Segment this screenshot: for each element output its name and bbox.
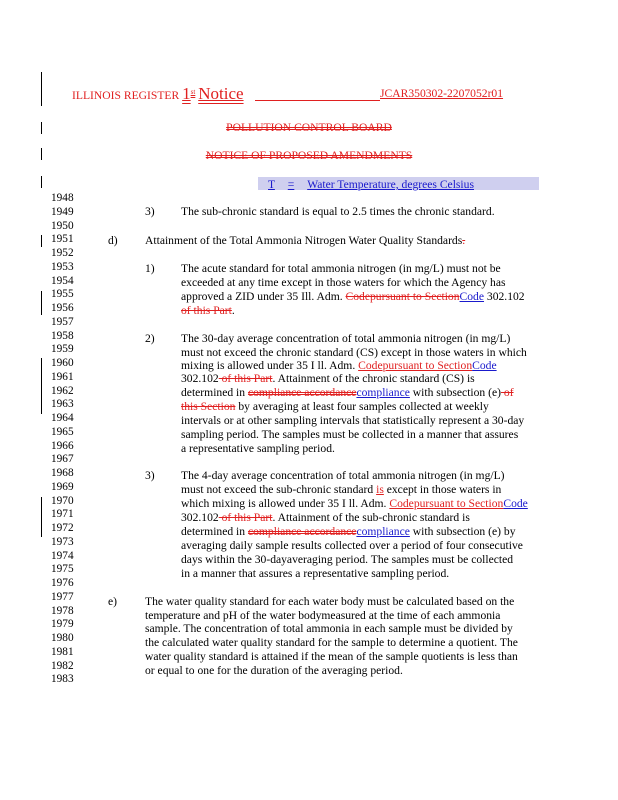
body-line [181,372,475,385]
change-bar [41,235,42,247]
line-number: 1966 [51,439,74,452]
body-line [181,386,514,399]
notice-type: NOTICE OF PROPOSED AMENDMENTS [205,149,413,162]
line-number: 1980 [51,632,74,644]
body-line: The 30-day average concentration of total ammonia nitrogen (in mg/L) [181,332,511,345]
line-number: 1956 [51,302,74,314]
body-line [181,290,525,303]
body-line: The sub-chronic standard is equal to 2.5 times the chronic standard. [181,205,495,218]
line-number: 1964 [51,412,74,424]
line-number: 1951 [51,233,74,246]
temperature-definition [268,178,474,191]
body-line: temperature and pH of the water bodymeasured at the time of each ammonia [145,609,501,622]
text-segment: with subsection (e) [409,386,501,399]
body-line [145,234,465,247]
deleted-text: compliance accordance [247,525,357,538]
body-line: in a manner that assures a representative sampling period. [181,567,450,580]
line-number: 1969 [51,480,74,493]
line-number: 1958 [51,329,74,342]
inserted-text: compliance [356,525,410,538]
line-number: 1959 [51,343,74,356]
water-temperature-label: Water Temperature, degrees Celsius [307,178,474,191]
line-number: 1950 [51,219,74,232]
text-segment: . Attainment of the sub-chronic standard is [272,511,470,524]
line-number: 1962 [51,384,74,397]
text-segment: 302.102 [181,511,219,524]
item-number: 1) [145,262,155,275]
body-line [181,359,497,372]
body-line: The 4-day average concentration of total ammonia nitrogen (in mg/L) [181,469,505,482]
header-rule [255,100,380,101]
body-line [181,400,489,413]
line-number: 1963 [51,398,74,411]
register-header [72,84,244,104]
line-number: 1983 [51,673,74,686]
deleted-text: . [462,234,466,247]
body-line: exceeded at any time except in those waters for which the Agency has [181,276,506,289]
text-segment: except in those waters in [383,483,502,496]
line-number: 1953 [51,260,74,273]
inserted-text: Code [459,290,485,303]
inserted-text: is [376,483,384,496]
line-number: 1952 [51,247,74,259]
deleted-text: of this Part [218,372,273,385]
line-number: 1977 [51,590,74,603]
item-number: 2) [145,332,155,345]
text-segment: which mixing is allowed under 35 I ll. Adm. [181,497,390,510]
text-segment: . [231,304,235,317]
line-number: 1971 [51,508,74,521]
body-line [181,483,501,496]
body-line: The acute standard for total ammonia nitrogen (in mg/L) must not be [181,262,501,275]
line-number: 1979 [51,618,74,631]
body-line: averaging daily sample results collected over a period of four consecutive [181,539,523,552]
line-number: 1981 [51,645,74,658]
text-segment: approved a ZID under 35 Ill. Adm. [181,290,346,303]
d-text: Attainment of the Total Ammonia Nitrogen Water Quality Standards [145,234,463,247]
text-segment: by averaging at least four samples collected at weekly [235,400,489,413]
body-line: or equal to one for the duration of the averaging period. [145,664,403,677]
body-line [181,525,516,538]
text-segment: 302.102 [181,372,219,385]
notice-label: Notice [198,84,244,103]
item-number: 3) [145,205,155,218]
change-bar [41,72,42,106]
jcar-code: JCAR350302-2207052r01 [380,87,504,100]
body-line: sample. The concentration of total ammonia in each sample must be divided by [145,622,513,635]
deleted-text: of [501,386,514,399]
line-number: 1975 [51,563,74,576]
body-line: the calculated water quality standard for the sample to determine a quotient. The [145,636,518,649]
equals-sign: = [287,178,295,191]
line-number: 1954 [51,274,74,287]
body-line [181,511,470,524]
first-mark: 1 [182,84,191,103]
item-number: 3) [145,469,155,482]
item-number: e) [108,595,118,608]
deleted-text: Codepursuant to Section [345,290,460,303]
line-number: 1973 [51,535,74,548]
inserted-text: Codepursuant to Section [358,359,473,372]
text-segment: determined in [181,525,248,538]
line-number: 1961 [51,370,74,383]
register-title: ILLINOIS REGISTER [72,89,180,102]
line-number: 1972 [51,522,74,534]
change-bar [41,497,42,537]
line-number: 1970 [51,494,74,507]
inserted-text: compliance [356,386,410,399]
text-segment: 302.102 [484,290,525,303]
body-line [181,497,528,510]
change-bar [41,176,42,188]
line-number: 1957 [51,315,74,328]
item-number: d) [108,234,118,247]
body-line: intervals or at other sampling intervals that statistically represent a 30-day [181,414,525,427]
text-segment: mixing is allowed under 35 I ll. Adm. [181,359,359,372]
line-number: 1982 [51,659,74,672]
body-line: must not exceed the chronic standard (CS) except in those waters in which [181,346,527,359]
line-number: 1976 [51,577,74,589]
inserted-text: Code [472,359,497,372]
line-number: 1978 [51,604,74,617]
body-line: days within the 30-dayaveraging period. The samples must be collected [181,553,514,566]
line-number: 1949 [51,205,74,218]
deleted-text: compliance accordance [247,386,357,399]
body-line: sampling period. The samples must be collected in a manner that assures [181,428,519,441]
first-suffix: st [190,88,196,97]
deleted-text: this Section [181,400,236,413]
line-number: 1965 [51,425,74,438]
text-segment: must not exceed the sub-chronic standard [181,483,377,496]
inserted-text: Codepursuant to Section [389,497,504,510]
line-number: 1948 [51,192,74,204]
t-symbol: T [268,178,275,191]
change-bar [41,291,42,315]
body-line: water quality standard is attained if the mean of the sample quotients is less than [145,650,518,663]
text-segment: . Attainment of the chronic standard (CS) is [272,372,475,385]
line-number: 1967 [51,453,74,466]
deleted-text: of this Part [181,304,232,317]
change-bar [41,358,42,414]
body-line: a representative sampling period. [181,442,335,455]
line-number: 1955 [51,288,74,301]
body-line: The water quality standard for each water body must be calculated based on the [145,595,515,608]
body-line [181,304,235,317]
deleted-text: of this Part [218,511,273,524]
line-number: 1960 [51,357,74,369]
text-segment: with subsection (e) by [409,525,516,538]
board-name: POLLUTION CONTROL BOARD [226,121,392,134]
inserted-text: Code [503,497,528,510]
line-number: 1968 [51,467,74,479]
line-number: 1974 [51,549,74,562]
text-segment: determined in [181,386,248,399]
